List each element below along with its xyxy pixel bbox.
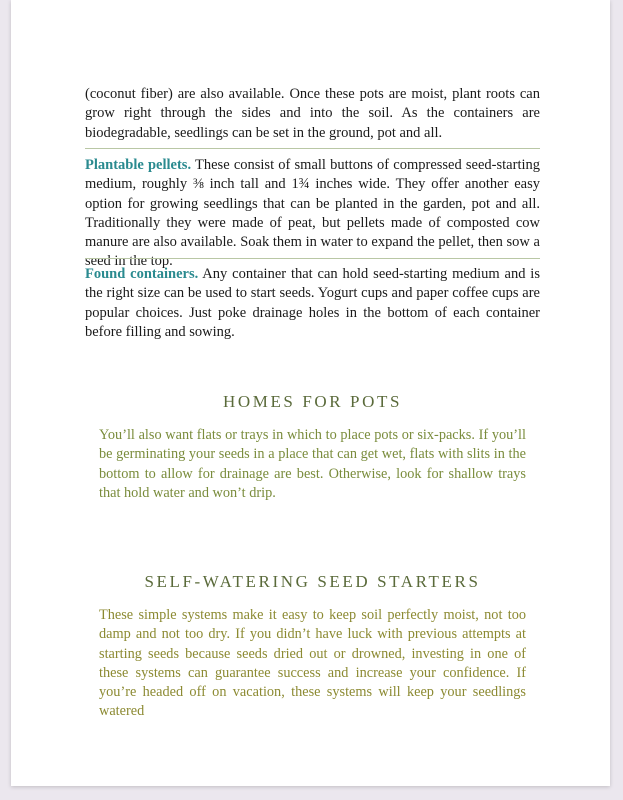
paragraph-text: Any container that can hold seed-starting medium and is the right size can be used to start seeds. Yogurt cups and paper coffee cups are popular choices. Just poke drainage holes in the bottom of each container before filling and sowing. [85, 266, 540, 340]
paragraph-lead: Found containers. [85, 266, 199, 282]
divider-rule [85, 258, 540, 259]
paragraph-found-containers [85, 265, 540, 342]
paragraph-text: (coconut fiber) are also available. Once these pots are moist, plant roots can grow right through the sides and into the soil. As the containers are biodegradable, seedlings can be set in the ground, pot and all. [85, 86, 540, 141]
section-text-self-watering: These simple systems make it easy to keep soil perfectly moist, not too damp and not too dry. If you didn’t have luck with previous attempts at starting seeds because seeds dried out or drowned, investing in one of these systems can guarantee success and increase your confidence. If you’re headed off on vacation, these systems will keep your seedlings watered [99, 607, 526, 720]
paragraph-lead: Plantable pellets. [85, 157, 192, 173]
paragraph-text: These consist of small buttons of compressed seed-starting medium, roughly ⅜ inch tall and 1¾ inches wide. They offer another easy option for growing seedlings that can be planted in the garden, pot and all. Traditionally they were made of peat, but pellets made of composted cow manure are also available. Soak them in water to expand the pellet, then sow a seed in the top. [85, 157, 540, 270]
section-heading-homes-for-pots: HOMES FOR POTS [222, 392, 403, 411]
paragraph-plantable-pellets [85, 156, 540, 272]
section-text-homes-for-pots: You’ll also want flats or trays in which to place pots or six-packs. If you’ll be germinating your seeds in a place that can get wet, flats with slits in the bottom to allow for drainage are best. Otherwise, look for shallow trays that hold water and won’t drip. [99, 427, 526, 501]
document-page [11, 0, 610, 786]
divider-rule [85, 148, 540, 149]
section-heading-self-watering: SELF-WATERING SEED STARTERS [144, 572, 481, 591]
paragraph-coconut-fiber [85, 85, 540, 143]
